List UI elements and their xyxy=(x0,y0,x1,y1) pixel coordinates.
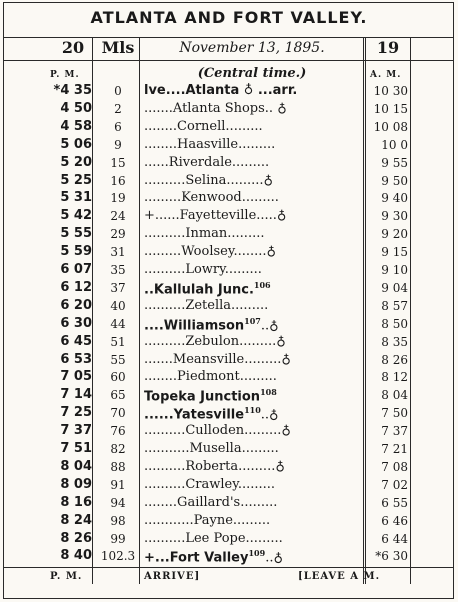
footnote-ref: 108 xyxy=(260,387,277,398)
mileage: 91 xyxy=(110,477,126,492)
timetable-title: ATLANTA AND FORT VALLEY. xyxy=(90,8,368,27)
northbound-time: 6 55 xyxy=(381,495,408,510)
southbound-time: 6 30 xyxy=(60,315,92,331)
northbound-time: 10 0 xyxy=(381,137,408,152)
southbound-time: 8 09 xyxy=(60,476,92,492)
station-label: Topeka Junction xyxy=(144,389,261,405)
southbound-time: 7 37 xyxy=(60,423,92,439)
station-label: ........Cornell......... xyxy=(144,118,263,134)
station-name xyxy=(144,190,362,205)
southbound-time: 5 25 xyxy=(60,172,92,188)
central-time-label: (Central time.) xyxy=(197,66,307,81)
southbound-time: 5 59 xyxy=(60,244,92,260)
station-label: ..........Lowry......... xyxy=(144,262,262,277)
schedule-row xyxy=(0,458,458,476)
station-label: .........Kenwood......... xyxy=(144,190,279,206)
schedule-row xyxy=(0,530,458,548)
footnote-ref: 106 xyxy=(253,279,271,290)
schedule-row xyxy=(0,440,458,458)
station-label: ..........Crawley......... xyxy=(144,476,276,492)
southbound-time: *4 35 xyxy=(53,83,92,98)
station-name xyxy=(144,441,362,456)
mileage: 31 xyxy=(110,245,126,260)
northbound-time: 10 15 xyxy=(373,101,408,116)
station-name xyxy=(144,548,362,565)
schedule-row xyxy=(0,315,458,333)
station-name xyxy=(144,459,362,474)
schedule-row xyxy=(0,333,458,351)
station-name xyxy=(144,208,362,223)
northbound-time: 9 55 xyxy=(381,155,408,170)
station-label: ..........Roberta.........♁ xyxy=(144,458,285,474)
station-name xyxy=(144,244,362,259)
schedule-row xyxy=(0,118,458,136)
mileage: 55 xyxy=(110,352,126,367)
northbound-time: 8 26 xyxy=(381,352,408,367)
station-tail: ..♁ xyxy=(260,407,279,423)
mileage: 99 xyxy=(110,531,126,546)
schedule-row xyxy=(0,189,458,207)
northbound-time: 10 30 xyxy=(373,84,408,98)
station-label: ........Piedmont......... xyxy=(144,369,277,385)
schedule-row xyxy=(0,404,458,422)
northbound-time: 8 04 xyxy=(381,388,408,403)
mileage: 102.3 xyxy=(100,549,136,564)
station-label: lve....Atlanta ♁ ...arr. xyxy=(144,83,298,98)
station-name xyxy=(144,477,362,492)
am-label: A. M. xyxy=(370,70,402,80)
station-name xyxy=(144,334,362,349)
station-label: ....Williamson xyxy=(144,318,245,334)
mileage: 70 xyxy=(110,406,126,421)
northbound-time: 6 44 xyxy=(381,531,408,546)
station-label: ..........Inman......... xyxy=(144,226,265,242)
station-label: ...........Musella......... xyxy=(144,441,279,456)
schedule-row xyxy=(0,100,458,118)
mileage: 16 xyxy=(110,173,126,188)
southbound-time: 6 12 xyxy=(60,279,92,295)
southbound-time: 8 24 xyxy=(60,512,92,528)
mileage: 35 xyxy=(110,263,126,277)
train-number-left: 20 xyxy=(61,38,85,57)
northbound-time: 9 20 xyxy=(381,227,408,242)
footer-leave: [LEAVE A M. xyxy=(298,571,381,582)
northbound-time: 7 21 xyxy=(381,442,408,456)
station-name xyxy=(144,119,362,134)
station-label: ..........Zetella......... xyxy=(144,297,269,313)
station-name xyxy=(144,262,362,277)
schedule-row xyxy=(0,494,458,512)
mileage: 29 xyxy=(110,227,126,242)
mileage: 88 xyxy=(110,459,126,474)
mileage: 82 xyxy=(110,442,126,456)
schedule-row xyxy=(0,547,458,565)
northbound-time: 8 35 xyxy=(381,334,408,349)
southbound-time: 8 40 xyxy=(60,548,92,564)
southbound-time: 5 20 xyxy=(60,154,92,170)
miles-header: Mls xyxy=(101,38,135,57)
northbound-time: 9 15 xyxy=(381,245,408,260)
schedule-row xyxy=(0,225,458,243)
station-tail: ..♁ xyxy=(265,550,283,566)
station-name xyxy=(144,352,362,367)
mileage: 15 xyxy=(110,155,126,170)
southbound-time: 8 04 xyxy=(60,458,92,474)
northbound-time: 7 08 xyxy=(381,459,408,474)
southbound-time: 7 25 xyxy=(60,405,92,421)
station-label: ......Yatesville xyxy=(144,407,245,423)
timetable-date: November 13, 1895. xyxy=(179,40,325,56)
northbound-time: 10 08 xyxy=(373,119,408,134)
pm-label: P. M. xyxy=(50,70,80,80)
header-bottom-rule xyxy=(3,60,454,61)
station-name xyxy=(144,101,362,116)
station-name xyxy=(144,531,362,546)
station-name xyxy=(144,173,362,188)
station-name xyxy=(144,405,362,422)
station-tail: ..♁ xyxy=(260,318,279,334)
mileage: 94 xyxy=(110,495,126,510)
schedule-row xyxy=(0,82,458,100)
station-name xyxy=(144,513,362,528)
schedule-row xyxy=(0,207,458,225)
mileage: 6 xyxy=(114,119,122,134)
southbound-time: 8 16 xyxy=(60,494,92,510)
schedule-row xyxy=(0,172,458,190)
southbound-time: 6 53 xyxy=(60,351,92,367)
station-name xyxy=(144,155,362,170)
schedule-row xyxy=(0,512,458,530)
southbound-time: 8 26 xyxy=(60,530,92,546)
station-label: ............Payne......... xyxy=(144,512,271,528)
southbound-time: 4 50 xyxy=(60,100,92,116)
footnote-ref: 109 xyxy=(248,548,266,559)
mileage: 37 xyxy=(110,280,126,295)
schedule-row xyxy=(0,351,458,369)
northbound-time: 9 40 xyxy=(381,191,408,206)
station-label: ..........Selina.........♁ xyxy=(144,172,274,188)
footnote-ref: 107 xyxy=(244,315,261,326)
mileage: 65 xyxy=(110,388,126,403)
mileage: 76 xyxy=(110,424,126,439)
footnote-ref: 110 xyxy=(244,405,261,416)
schedule-row xyxy=(0,154,458,172)
station-label: .........Woolsey........♁ xyxy=(144,244,277,260)
northbound-time: 9 50 xyxy=(381,173,408,188)
station-label: ..Kallulah Junc. xyxy=(144,282,254,298)
southbound-time: 6 07 xyxy=(60,262,92,277)
mileage: 51 xyxy=(110,334,126,349)
station-label: ..........Culloden.........♁ xyxy=(144,423,291,439)
station-label: +......Fayetteville.....♁ xyxy=(144,208,287,224)
schedule-row xyxy=(0,243,458,261)
northbound-time: 6 46 xyxy=(381,513,408,528)
station-name xyxy=(144,316,362,333)
schedule-row xyxy=(0,297,458,315)
northbound-time: 7 37 xyxy=(381,424,408,439)
station-name xyxy=(144,83,362,98)
mileage: 60 xyxy=(110,370,126,385)
train-number-right: 19 xyxy=(376,38,400,57)
mileage: 19 xyxy=(110,191,126,206)
mileage: 9 xyxy=(114,137,122,152)
station-name xyxy=(144,369,362,384)
southbound-time: 5 55 xyxy=(60,226,92,242)
northbound-time: 9 10 xyxy=(381,263,408,277)
mileage: 40 xyxy=(110,298,126,313)
station-name xyxy=(144,298,362,313)
footer-pm: P. M. xyxy=(50,571,83,582)
southbound-time: 6 45 xyxy=(60,333,92,349)
northbound-time: *6 30 xyxy=(375,549,408,564)
mileage: 44 xyxy=(110,316,126,331)
mileage: 0 xyxy=(114,84,122,98)
northbound-time: 7 02 xyxy=(381,477,408,492)
southbound-time: 4 58 xyxy=(60,118,92,134)
station-name xyxy=(144,226,362,241)
mileage: 24 xyxy=(110,209,126,224)
schedule-row xyxy=(0,422,458,440)
mileage: 98 xyxy=(110,513,126,528)
northbound-time: 7 50 xyxy=(381,406,408,421)
southbound-time: 5 06 xyxy=(60,136,92,152)
northbound-time: 8 12 xyxy=(381,370,408,385)
station-name xyxy=(144,495,362,510)
schedule-row xyxy=(0,368,458,386)
station-label: ......Riverdale......... xyxy=(144,154,270,170)
southbound-time: 5 31 xyxy=(60,190,92,206)
station-label: ..........Lee Pope......... xyxy=(144,530,283,546)
southbound-time: 6 20 xyxy=(60,297,92,313)
station-label: ........Gaillard's......... xyxy=(144,494,278,510)
station-label: ..........Zebulon.........♁ xyxy=(144,333,286,349)
station-name xyxy=(144,280,362,297)
station-label: ........Haasville......... xyxy=(144,136,276,152)
southbound-time: 7 05 xyxy=(60,369,92,385)
schedule-row xyxy=(0,279,458,297)
schedule-row xyxy=(0,136,458,154)
northbound-time: 9 04 xyxy=(381,280,408,295)
schedule-row xyxy=(0,261,458,279)
station-name xyxy=(144,423,362,438)
footer-arrive: ARRIVE] xyxy=(144,571,201,582)
southbound-time: 7 14 xyxy=(60,387,92,403)
station-label: .......Meansville.........♁ xyxy=(144,351,291,367)
southbound-time: 7 51 xyxy=(60,441,92,456)
station-name xyxy=(144,137,362,152)
southbound-time: 5 42 xyxy=(60,208,92,224)
northbound-time: 8 50 xyxy=(381,316,408,331)
northbound-time: 8 57 xyxy=(381,298,408,313)
schedule-row xyxy=(0,476,458,494)
station-label: .......Atlanta Shops.. ♁ xyxy=(144,100,287,116)
schedule-row xyxy=(0,386,458,404)
mileage: 2 xyxy=(114,101,122,116)
northbound-time: 9 30 xyxy=(381,209,408,224)
station-label: +...Fort Valley xyxy=(144,550,249,566)
station-name xyxy=(144,387,362,404)
footer-rule xyxy=(3,567,454,568)
